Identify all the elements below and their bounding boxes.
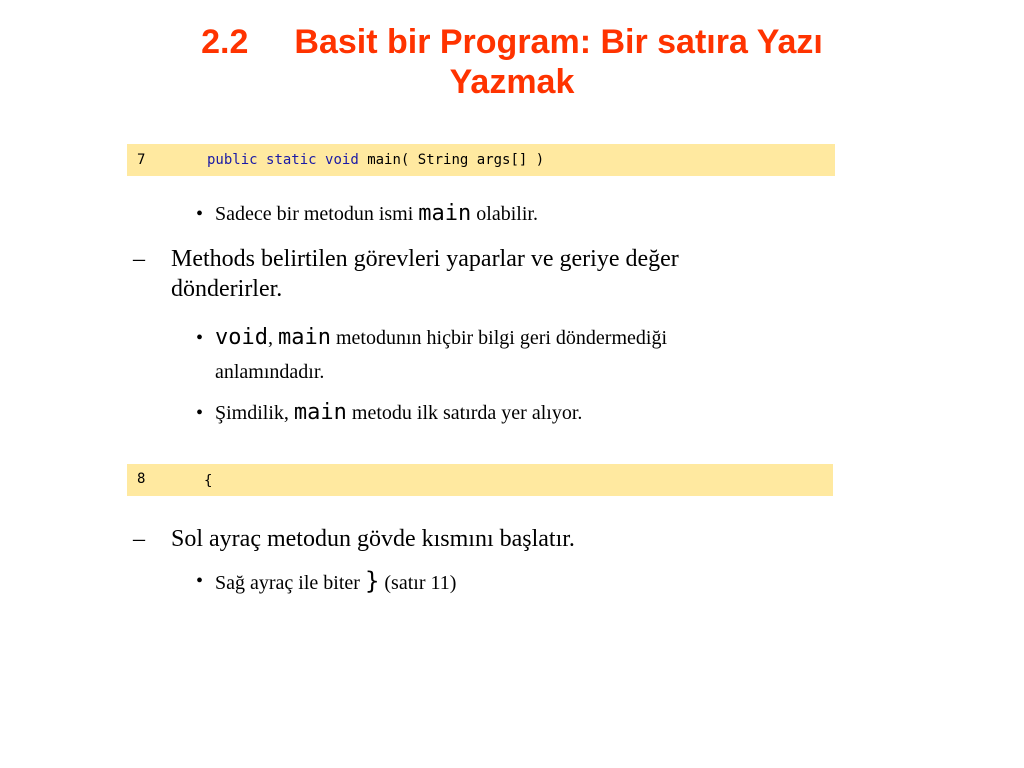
- dash-marker: –: [133, 526, 145, 552]
- bullet-marker: •: [196, 570, 204, 592]
- bullet-void: [196, 325, 876, 385]
- code-line-7: [127, 144, 835, 176]
- code-void: void: [215, 325, 268, 350]
- point-methods: [133, 244, 853, 304]
- point-methods-line-1: Methods belirtilen görevleri yaparlar ve geriye değer: [171, 246, 679, 272]
- bullet-close-post: (satır 11): [384, 572, 457, 594]
- code-close-brace: }: [364, 567, 380, 595]
- bullet-text-pre: Sadece bir metodun ismi: [215, 203, 414, 225]
- line-number: 8: [137, 471, 146, 487]
- code-line-8: [127, 464, 833, 496]
- bullet-void-text-1: metodunın hiçbir bilgi geri döndermediği: [335, 327, 668, 349]
- keyword-public: public: [207, 152, 258, 168]
- bullet-void-text-2: anlamındadır.: [215, 361, 325, 383]
- code-main: main: [418, 201, 472, 226]
- bullet-marker: •: [196, 203, 204, 225]
- keyword-void: void: [325, 152, 359, 168]
- code-text: {: [204, 473, 213, 489]
- code-text: [207, 151, 544, 169]
- title-number: 2.2: [201, 23, 249, 61]
- bullet-simdilik: [196, 400, 876, 426]
- slide-title: [0, 22, 1024, 102]
- point-methods-line-2: dönderirler.: [171, 276, 283, 302]
- bullet-text-post: olabilir.: [476, 203, 538, 225]
- comma: ,: [267, 327, 273, 349]
- bullet-marker: •: [196, 327, 204, 349]
- bullet-close-brace: [196, 568, 876, 596]
- title-text: Basit bir Program: Bir satıra Yazı: [294, 23, 823, 61]
- code-main: main: [293, 400, 347, 425]
- line-number: 7: [137, 152, 146, 168]
- code-rest: main( String args[] ): [367, 152, 545, 168]
- bullet-close-pre: Sağ ayraç ile biter: [215, 572, 360, 594]
- title-line-1: [0, 22, 1024, 62]
- point-brace-text: Sol ayraç metodun gövde kısmını başlatır.: [171, 526, 575, 552]
- bullet-main-name: [196, 201, 836, 227]
- title-line-2: Yazmak: [449, 63, 575, 101]
- dash-marker: –: [133, 246, 145, 272]
- point-brace: [133, 524, 853, 554]
- bullet-simdilik-pre: Şimdilik,: [215, 402, 289, 424]
- bullet-marker: •: [196, 402, 204, 424]
- bullet-simdilik-post: metodu ilk satırda yer alıyor.: [351, 402, 583, 424]
- code-main: main: [277, 325, 331, 350]
- keyword-static: static: [266, 152, 317, 168]
